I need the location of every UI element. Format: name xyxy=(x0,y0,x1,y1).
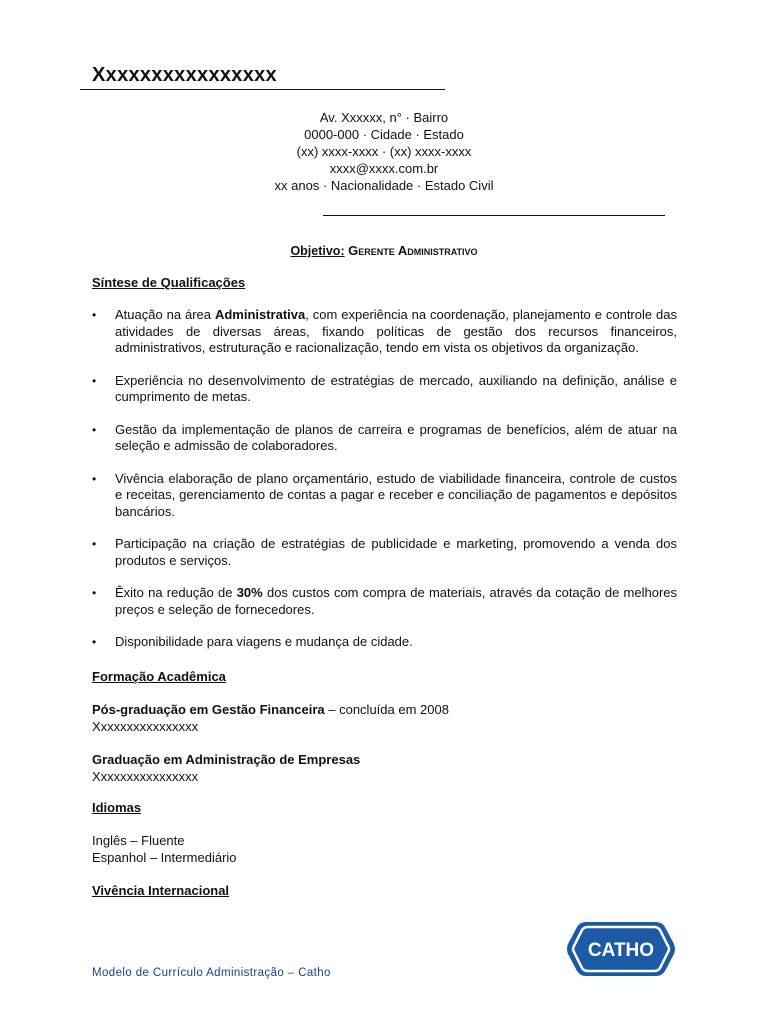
education-entry-postgrad xyxy=(92,702,677,735)
objective-line xyxy=(0,243,768,260)
language-item: Inglês – Fluente xyxy=(92,833,185,848)
bullet-icon: • xyxy=(92,537,97,551)
objective-value: Gerente Administrativo xyxy=(348,243,478,258)
name-underline xyxy=(80,89,445,90)
institution-name: Xxxxxxxxxxxxxxxx xyxy=(92,718,199,734)
bullet-icon: • xyxy=(92,635,97,649)
contact-email: xxxx@xxxx.com.br xyxy=(329,161,439,176)
education-title: Formação Acadêmica xyxy=(92,669,226,684)
list-item: • Atuação na área Administrativa, com experiência na coordenação, planejamento e controle das atividades de diversas áreas, fixando políticas de gestão dos recursos financeiros, administrativos, estruturação e racionalização, tendo em vista os objetivos da organização. xyxy=(92,307,677,355)
list-item: • Êxito na redução de 30% dos custos com compra de materiais, através da cotação de melhores preços e seleção de fornecedores. xyxy=(92,585,677,617)
course-detail: – concluída em 2008 xyxy=(324,702,449,717)
list-item: • Disponibilidade para viagens e mudança de cidade. xyxy=(92,634,413,649)
bullet-icon: • xyxy=(92,471,97,486)
contact-block xyxy=(200,109,568,194)
list-item: • Vivência elaboração de plano orçamentário, estudo de viabilidade financeira, controle de custos e receitas, gerenciamento de contas a pagar e receber e conciliação de pagamentos e depósitos bancários. xyxy=(92,470,677,519)
bullet-icon: • xyxy=(92,308,97,322)
languages-title: Idiomas xyxy=(92,800,142,815)
education-entry-graduation xyxy=(92,752,677,785)
list-item: • Experiência no desenvolvimento de estratégias de mercado, auxiliando na definição, análise e cumprimento de metas. xyxy=(92,372,677,404)
institution-name: Xxxxxxxxxxxxxxxx xyxy=(92,768,199,784)
bullet-icon: • xyxy=(92,373,97,388)
contact-city: 0000-000 · Cidade · Estado xyxy=(304,127,464,142)
language-item: Espanhol – Intermediário xyxy=(92,849,237,865)
list-item: • Gestão da implementação de planos de carreira e programas de benefícios, além de atuar na seleção e admissão de colaboradores. xyxy=(92,421,677,453)
course-name: Pós-graduação em Gestão Financeira xyxy=(92,702,325,717)
list-item: • Participação na criação de estratégias de publicidade e marketing, promovendo a venda dos produtos e serviços. xyxy=(92,536,677,568)
contact-divider xyxy=(323,215,665,216)
candidate-name: Xxxxxxxxxxxxxxxx xyxy=(92,64,277,86)
course-name: Graduação em Administração de Empresas xyxy=(92,752,361,767)
logo-wordmark: CATHO xyxy=(587,940,655,961)
bullet-icon: • xyxy=(92,586,97,600)
footer-caption: Modelo de Currículo Administração – Catho xyxy=(92,967,331,979)
contact-phones: (xx) xxxx-xxxx · (xx) xxxx-xxxx xyxy=(296,144,472,159)
objective-label: Objetivo: xyxy=(290,244,345,258)
contact-personal: xx anos · Nacionalidade · Estado Civil xyxy=(274,178,494,193)
bullet-icon: • xyxy=(92,422,97,437)
contact-address: Av. Xxxxxx, n° · Bairro xyxy=(319,110,449,125)
languages-list xyxy=(92,833,237,866)
catho-logo xyxy=(566,920,676,978)
international-title: Vivência Internacional xyxy=(92,883,230,898)
qualifications-title: Síntese de Qualificações xyxy=(92,275,246,290)
qualifications-list xyxy=(92,307,677,667)
